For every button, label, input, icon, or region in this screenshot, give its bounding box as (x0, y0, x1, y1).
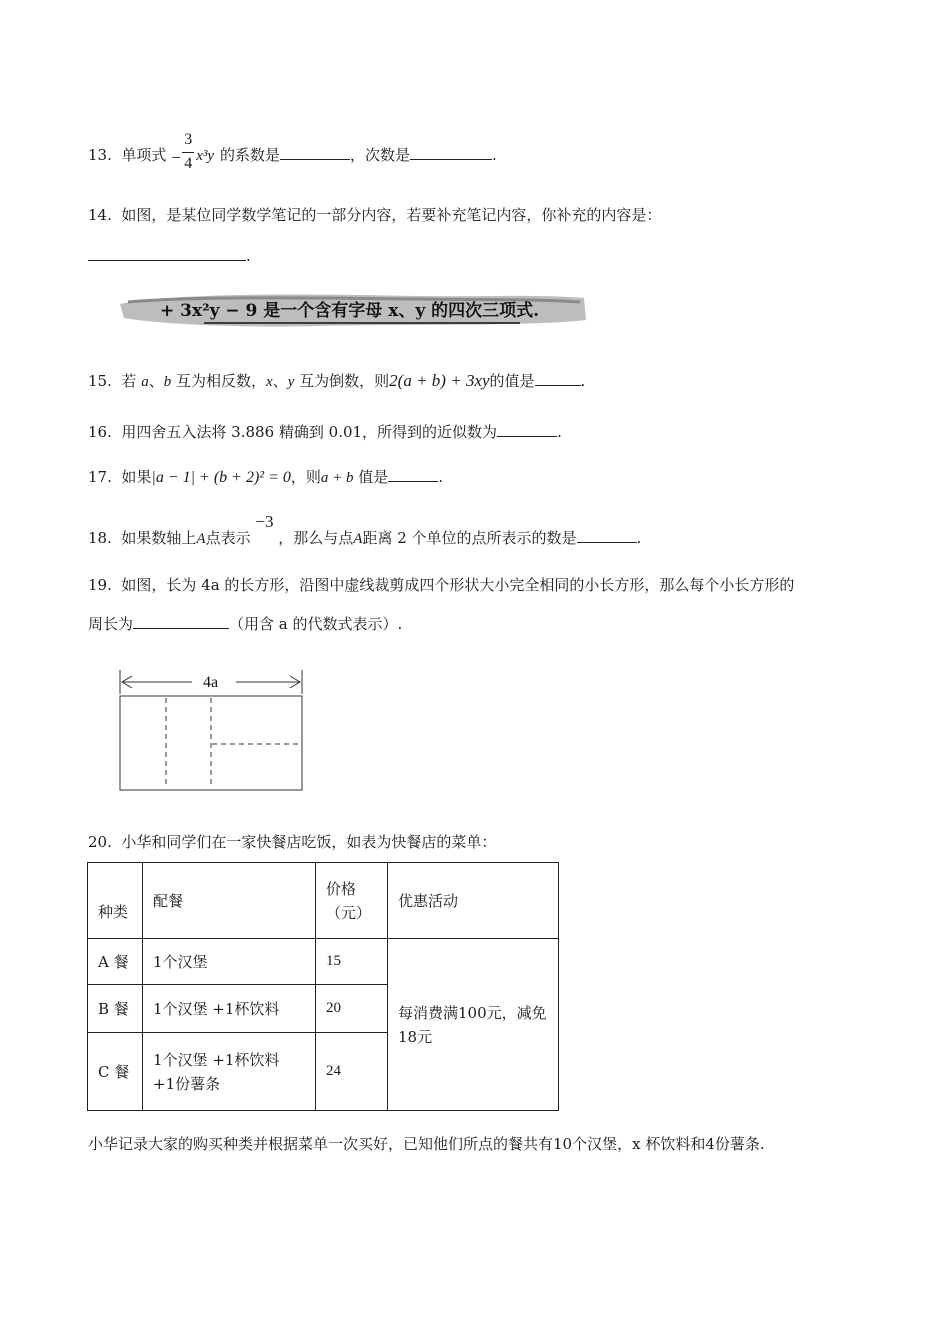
table-row: B 餐 1个汉堡 +1杯饮料 20 (88, 985, 559, 1033)
rectangle-figure (112, 664, 312, 794)
svg-text:4a: 4a (203, 674, 219, 691)
question-19: 19. 如图，长为 4a 的长方形，沿图中虚线裁剪成四个形状大小完全相同的小长方形，那么每个小长方形的 (88, 576, 795, 594)
answer-blank[interactable] (535, 371, 581, 386)
question-15: 15. 若 a、b 互为相反数，x、y 互为倒数，则2(a + b) + 3xy的值是 . (88, 371, 586, 390)
note-text: + 3x²y − 9 是一个含有字母 x、y 的四次三项式. (160, 301, 540, 321)
note-image (118, 290, 588, 330)
question-20-continuation: 小华记录大家的购买种类并根据菜单一次买好，已知他们所点的餐共有10个汉堡，x 杯饮料和4份薯条. (88, 1135, 765, 1153)
promo-cell: 每消费满100元，减免18元 (388, 939, 559, 1111)
question-20: 20. 小华和同学们在一家快餐店吃饭，如表为快餐店的菜单： (88, 833, 497, 851)
table-row: A 餐 1个汉堡 15 每消费满100元，减免18元 (88, 939, 559, 985)
answer-blank[interactable] (88, 246, 246, 261)
menu-table (87, 862, 559, 1111)
question-18: 18. 如果数轴上A点表示 −3 ，那么与点A距离 2 个单位的点所表示的数是 . (88, 512, 642, 547)
answer-blank[interactable] (577, 528, 637, 543)
question-16: 16. 用四舍五入法将 3.886 精确到 0.01，所得到的近似数为 . (88, 423, 562, 441)
answer-blank[interactable] (133, 614, 229, 629)
answer-blank[interactable] (410, 145, 492, 160)
question-14: 14. 如图，是某位同学数学笔记的一部分内容，若要补充笔记内容，你补充的内容是： (88, 206, 662, 224)
question-19-line2: 周长为 （用含 a 的代数式表示）. (88, 615, 403, 633)
table-header-row: 种类 配餐 价格（元） 优惠活动 (88, 863, 559, 939)
question-13: 13. 单项式 − 3 4 x³y 的系数是 ，次数是 . (88, 132, 497, 180)
fraction-coefficient: − 3 4 x³y (171, 131, 215, 172)
table-row: C 餐 1个汉堡 +1杯饮料 +1份薯条 24 (88, 1033, 559, 1111)
answer-blank[interactable] (497, 422, 557, 437)
answer-blank[interactable] (388, 467, 438, 482)
question-14-answer: . (88, 246, 251, 266)
question-17: 17. 如果|a − 1| + (b + 2)² = 0，则a + b 值是 . (88, 468, 444, 486)
answer-blank[interactable] (280, 145, 350, 160)
